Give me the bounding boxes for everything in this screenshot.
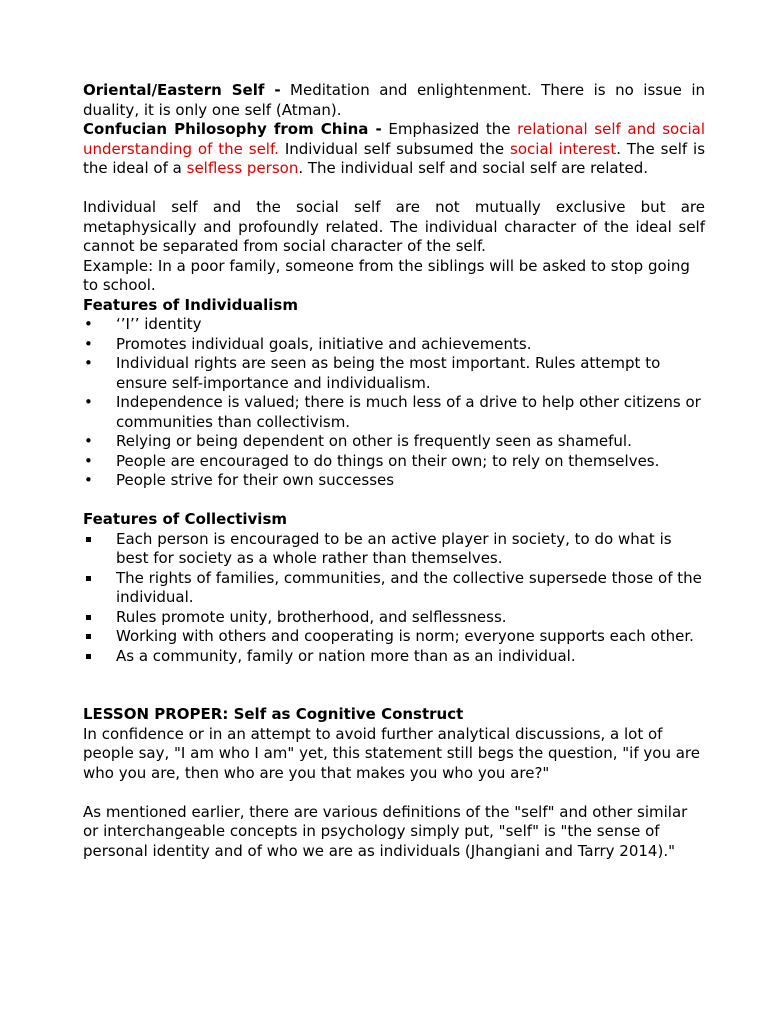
list-item [83, 530, 705, 569]
list-item [83, 647, 705, 667]
list-item-text: Rules promote unity, brotherhood, and selflessness. [116, 607, 507, 626]
list-item [83, 608, 705, 628]
spacer [83, 666, 705, 686]
highlight-relational-self: relational self and social understanding of the self. [83, 120, 705, 158]
individualism-heading: Features of Individualism [83, 295, 298, 314]
highlight-selfless-person: selfless person [186, 159, 299, 177]
list-item [83, 569, 705, 608]
bullet-icon: • [84, 451, 93, 470]
list-item-text: People strive for their own successes [116, 471, 395, 489]
bullet-icon: • [84, 393, 93, 411]
list-item-text: Independence is valued; there is much less of a drive to help other citizens or communities than collectivism. [116, 393, 701, 431]
square-bullet-icon [86, 615, 91, 620]
bullet-icon: • [84, 315, 93, 333]
document-page [83, 81, 705, 861]
list-item [83, 315, 705, 335]
list-item-text: Each person is encouraged to be an active player in society, to do what is best for society as a whole rather than themselves. [116, 529, 672, 567]
bullet-icon: • [84, 334, 93, 353]
oriental-self-text: Meditation and enlightenment. There is no issue in duality, it is only one self (Atman). [83, 81, 705, 119]
confucian-text-4: . The individual self and social self are related. [298, 159, 648, 177]
list-item-text: Individual rights are seen as being the most important. Rules attempt to ensure self-importance and individualism. [116, 354, 661, 392]
list-item-text: The rights of families, communities, and the collective supersede those of the individual. [116, 568, 702, 606]
individual-social-paragraph: Individual self and the social self are not mutually exclusive but are metaphysically and profoundly related. The individual character of the ideal self cannot be separated from social character of the self. [83, 198, 705, 255]
list-item-text: Working with others and cooperating is norm; everyone supports each other. [116, 627, 694, 645]
list-item-text: ‘’I’’ identity [116, 315, 202, 333]
list-item-text: People are encouraged to do things on their own; to rely on themselves. [116, 451, 660, 470]
spacer [83, 686, 705, 706]
spacer [83, 179, 705, 199]
list-item [83, 471, 705, 491]
lesson-paragraph-1: In confidence or in an attempt to avoid further analytical discussions, a lot of people say, "I am who I am" yet, this statement still begs the question, "if you are who you are, then who are you that makes you who you are?" [83, 724, 700, 782]
bullet-icon: • [84, 432, 93, 450]
example-paragraph: Example: In a poor family, someone from the siblings will be asked to stop going to school. [83, 256, 690, 294]
square-bullet-icon [86, 576, 91, 581]
square-bullet-icon [86, 634, 91, 639]
confucian-text-3: . The self is the ideal of a [83, 139, 706, 177]
spacer [83, 491, 705, 511]
list-item [83, 627, 705, 647]
confucian-text-2: Individual self subsumed the [278, 139, 511, 158]
collectivism-heading: Features of Collectivism [83, 510, 288, 528]
list-item [83, 452, 705, 472]
lesson-paragraph-2: As mentioned earlier, there are various definitions of the "self" and other similar or interchangeable concepts in psychology simply put, "self" is "the sense of personal identity and of who we are as individuals (Jhangiani and Tarry 2014)." [83, 802, 688, 860]
list-item-text: Relying or being dependent on other is frequently seen as shameful. [116, 432, 632, 450]
list-item [83, 335, 705, 355]
spacer [83, 783, 705, 803]
list-item [83, 393, 705, 432]
oriental-self-heading: Oriental/Eastern Self - [83, 81, 281, 99]
confucian-text-1: Emphasized the [381, 120, 518, 138]
square-bullet-icon [86, 537, 91, 542]
square-bullet-icon [86, 654, 91, 659]
list-item [83, 354, 705, 393]
confucian-paragraph [83, 120, 705, 179]
list-item [83, 432, 705, 452]
oriental-self-paragraph [83, 81, 705, 120]
individualism-list [83, 315, 705, 491]
list-item-text: As a community, family or nation more than as an individual. [116, 646, 576, 665]
highlight-social-interest: social interest [510, 139, 617, 158]
collectivism-list [83, 530, 705, 667]
lesson-heading: LESSON PROPER: Self as Cognitive Construct [83, 705, 464, 723]
list-item-text: Promotes individual goals, initiative and achievements. [116, 334, 532, 353]
bullet-icon: • [84, 354, 93, 372]
confucian-heading: Confucian Philosophy from China - [83, 120, 382, 138]
bullet-icon: • [84, 471, 93, 489]
